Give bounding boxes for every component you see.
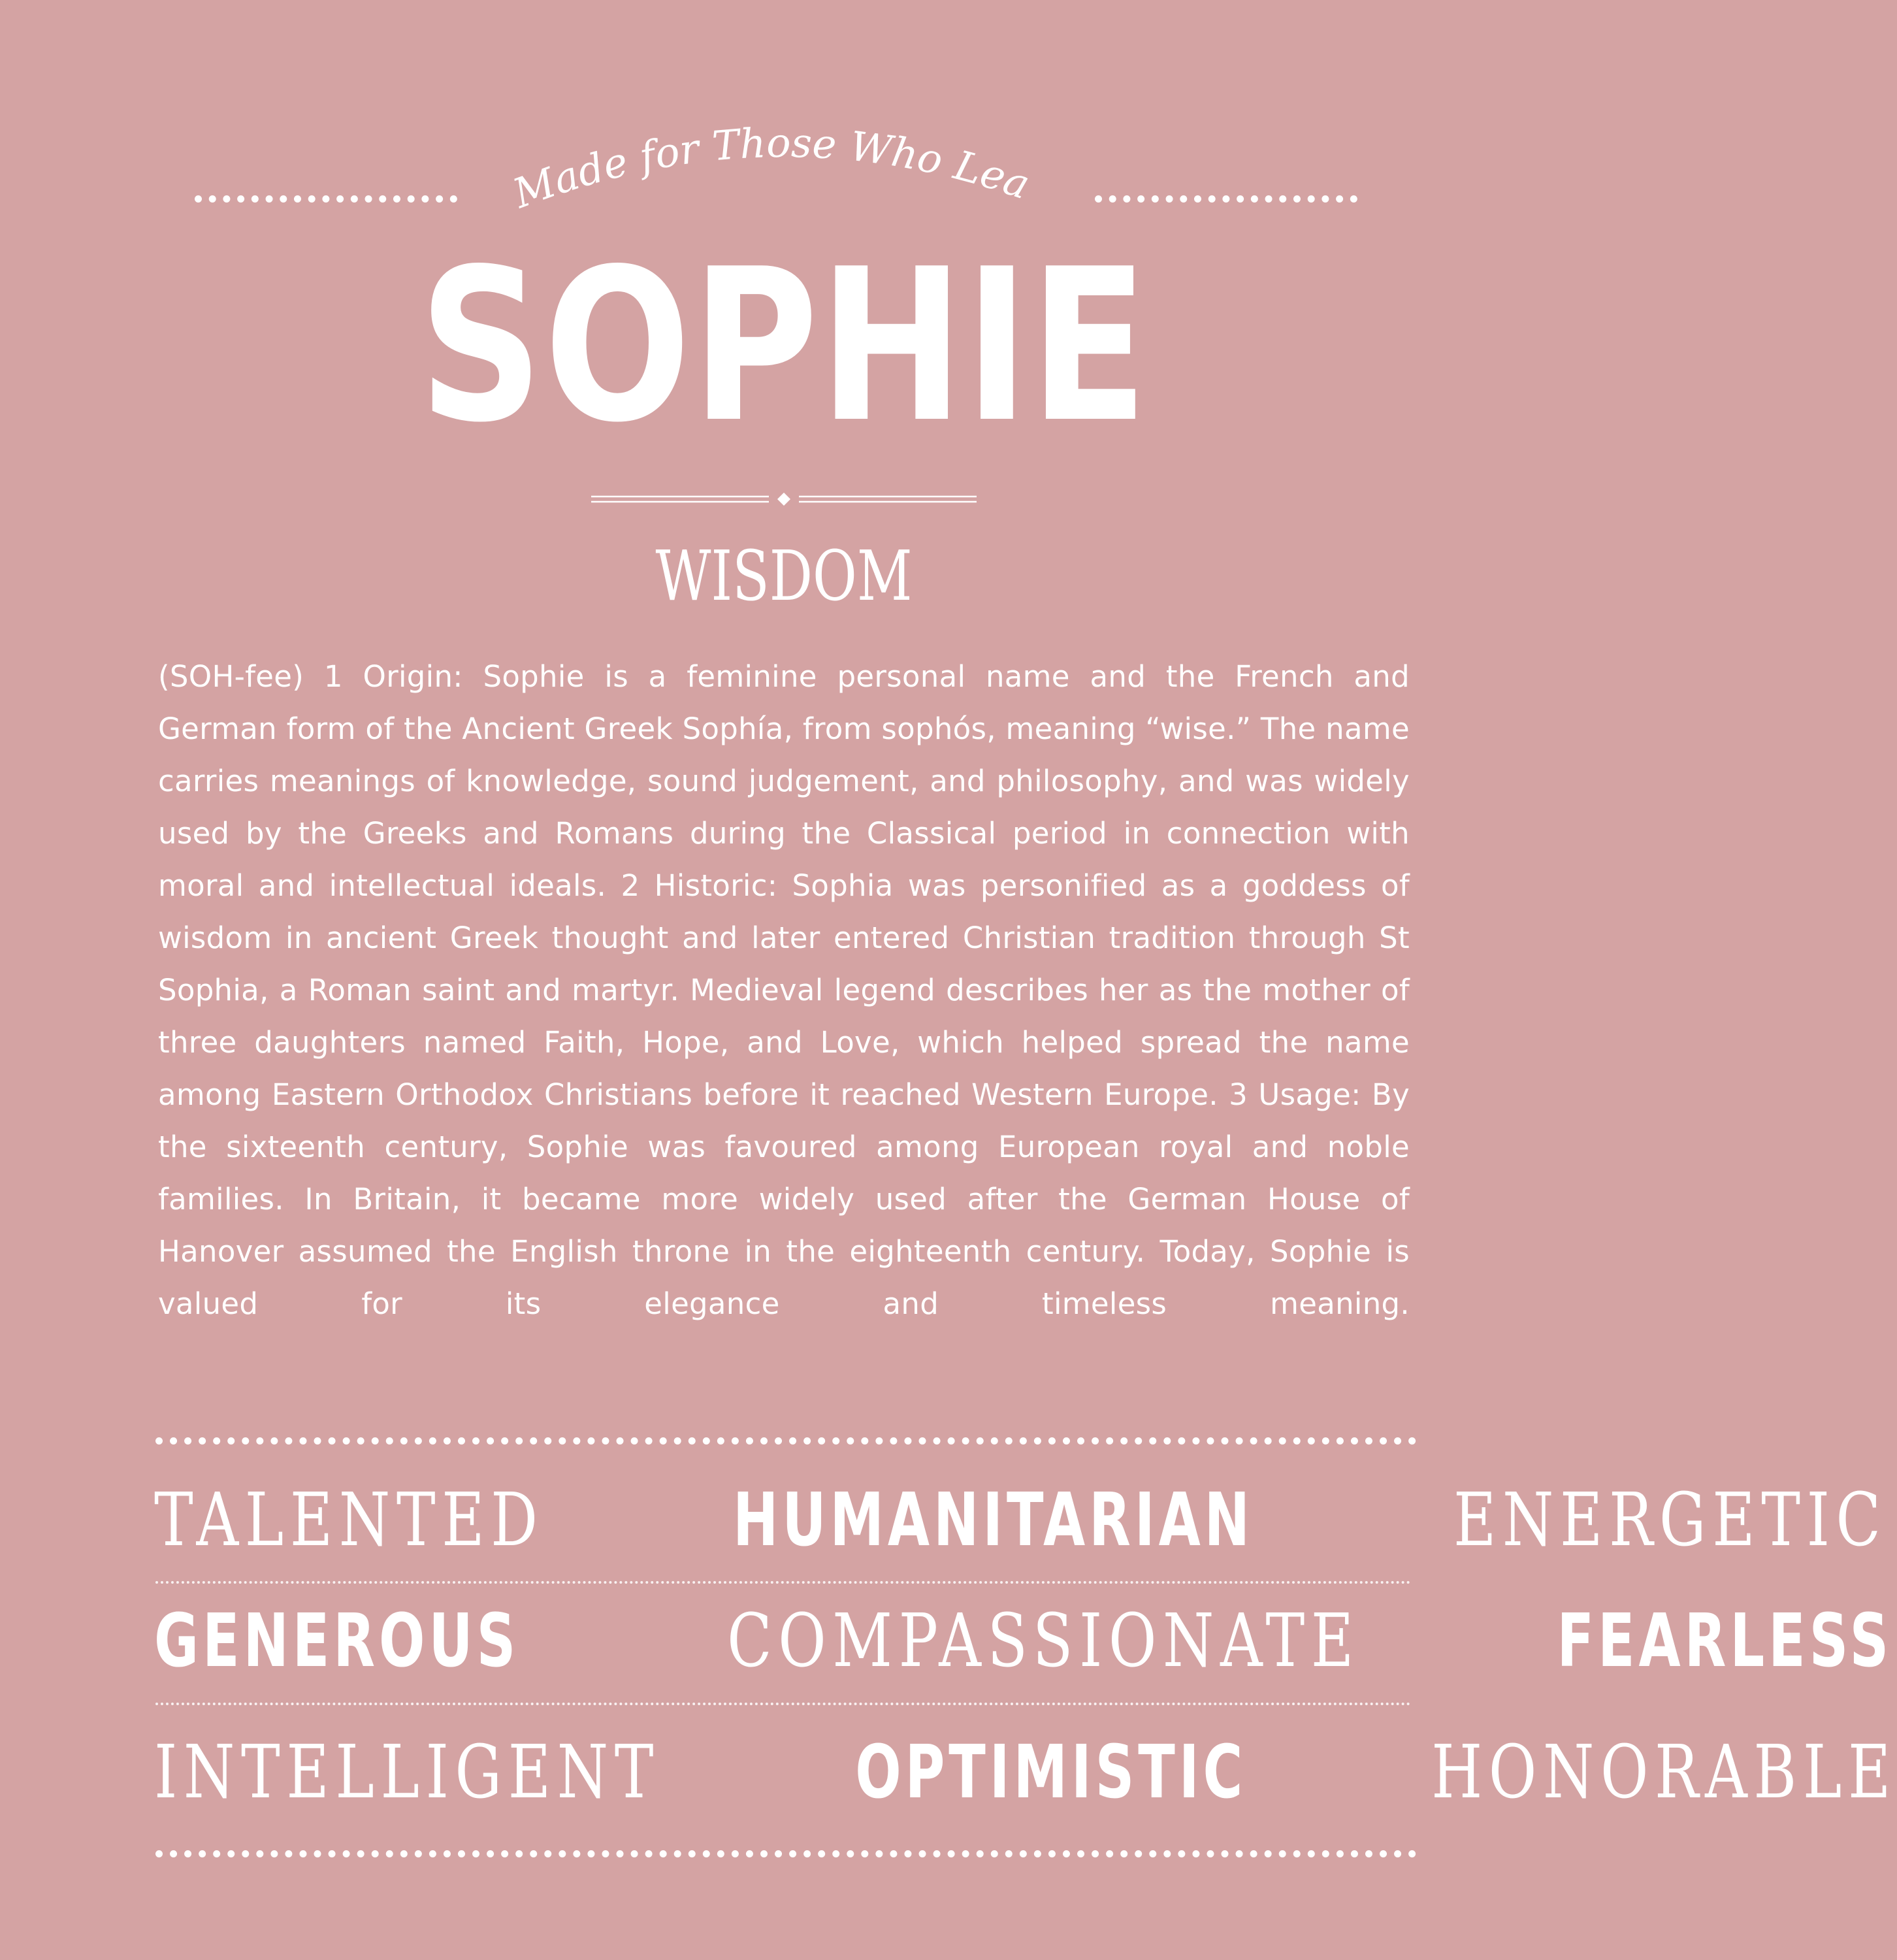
name-description: (SOH-fee) 1 Origin: Sophie is a feminine personal name and the French and German form of the Ancient Greek Sophía, from sophós, meaning “wise.” The name carries meanings of knowledge, sound judgement, and philosophy, and was widely used by the Greeks and Romans during the Classical period in connection with moral and intellectual ideals. 2 Historic: Sophia was personified as a goddess of wisdom in ancient Greek thought and later entered Christian tradition through St Sophia, a Roman saint and martyr. Medieval legend describes her as the mother of three daughters named Faith, Hope, and Love, which helped spread the name among Eastern Orthodox Christians before it reached Western Europe. 3 Usage: By the sixteenth century, Sophie was favoured among European royal and noble families. In Britain, it became more widely used after the German House of Hanover assumed the English throne in the eighteenth century. Today, Sophie is valued for its elegance and timeless meaning. [158, 659, 1410, 1321]
top-left-dotted-rule [195, 195, 457, 203]
trait-word: COMPASSIONATE [726, 1599, 1360, 1684]
trait-row-3 [154, 1730, 1897, 1815]
person-name: SOPHIE [419, 223, 1149, 468]
tagline-arc [483, 60, 1071, 229]
name-meaning: WISDOM [655, 536, 913, 616]
tagline: Made for Those Who Lead [483, 60, 1036, 218]
trait-word: INTELLIGENT [154, 1730, 660, 1815]
top-right-dotted-rule [1095, 195, 1357, 203]
trait-separator-2 [155, 1703, 1411, 1705]
trait-word: FEARLESS [1557, 1599, 1892, 1684]
diamond-icon [777, 493, 790, 506]
traits-top-dotted-rule [155, 1437, 1416, 1445]
trait-word: OPTIMISTIC [854, 1730, 1246, 1815]
trait-word: HONORABLE [1431, 1730, 1897, 1815]
diamond-divider [591, 491, 977, 507]
trait-word: GENEROUS [154, 1599, 520, 1684]
trait-word: ENERGETIC [1453, 1478, 1887, 1563]
trait-word: TALENTED [154, 1478, 544, 1563]
trait-row-2 [154, 1599, 1892, 1684]
bottom-dotted-rule [155, 1850, 1416, 1857]
trait-row-1 [154, 1478, 1887, 1563]
trait-word: HUMANITARIAN [732, 1478, 1254, 1563]
trait-separator-1 [155, 1581, 1411, 1584]
